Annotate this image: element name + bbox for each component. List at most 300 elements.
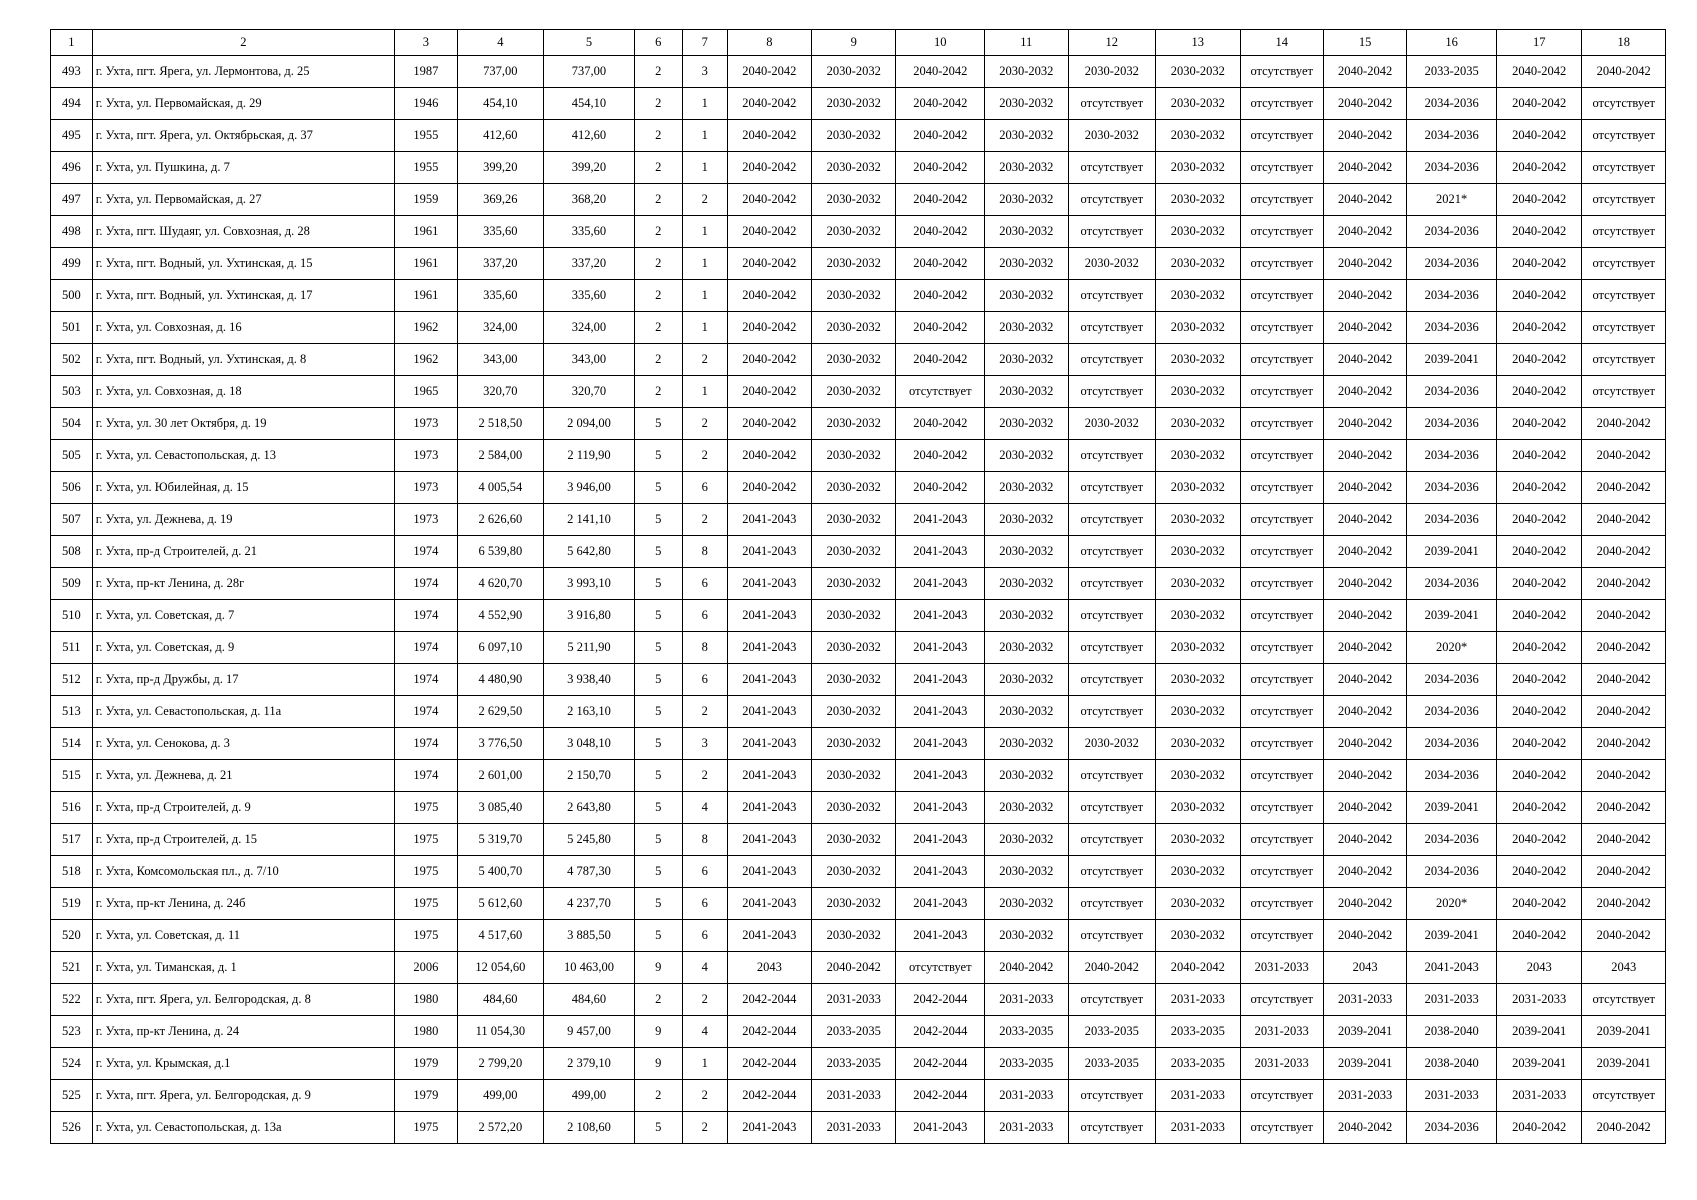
table-cell: 2040-2042 bbox=[1496, 88, 1581, 120]
table-cell: 2 bbox=[682, 1080, 727, 1112]
table-cell: 2030-2032 bbox=[985, 56, 1068, 88]
table-cell: 2041-2043 bbox=[727, 888, 811, 920]
table-cell: 2030-2032 bbox=[812, 696, 896, 728]
table-cell: 2030-2032 bbox=[985, 536, 1068, 568]
table-cell: отсутствует bbox=[1582, 216, 1666, 248]
table-cell: 2042-2044 bbox=[896, 984, 985, 1016]
table-cell: 2 bbox=[634, 248, 682, 280]
column-number-cell: 15 bbox=[1323, 30, 1406, 56]
table-cell: 2030-2032 bbox=[985, 696, 1068, 728]
table-cell: 2031-2033 bbox=[1407, 984, 1497, 1016]
table-cell: отсутствует bbox=[1068, 664, 1156, 696]
table-cell: отсутствует bbox=[1240, 1112, 1323, 1144]
row-number-cell: 522 bbox=[51, 984, 93, 1016]
table-cell: 1975 bbox=[395, 920, 458, 952]
table-cell: 2040-2042 bbox=[1582, 440, 1666, 472]
table-cell: 2040-2042 bbox=[1582, 856, 1666, 888]
table-cell: отсутствует bbox=[1068, 568, 1156, 600]
row-number-cell: 516 bbox=[51, 792, 93, 824]
table-cell: 2030-2032 bbox=[985, 760, 1068, 792]
table-cell: 2040-2042 bbox=[1582, 1112, 1666, 1144]
table-cell: 6 bbox=[682, 888, 727, 920]
table-row bbox=[51, 344, 1666, 376]
table-cell: 2040-2042 bbox=[896, 216, 985, 248]
address-cell: г. Ухта, ул. Юбилейная, д. 15 bbox=[92, 472, 394, 504]
table-cell: 2039-2041 bbox=[1323, 1016, 1406, 1048]
table-cell: 2030-2032 bbox=[1156, 344, 1240, 376]
table-cell: 2040-2042 bbox=[1582, 792, 1666, 824]
table-cell: 1987 bbox=[395, 56, 458, 88]
table-cell: 2040-2042 bbox=[1323, 152, 1406, 184]
table-cell: 2041-2043 bbox=[727, 856, 811, 888]
table-cell: 2040-2042 bbox=[1323, 856, 1406, 888]
address-cell: г. Ухта, пр-кт Ленина, д. 24 bbox=[92, 1016, 394, 1048]
table-cell: 2040-2042 bbox=[1496, 56, 1581, 88]
table-cell: 2040-2042 bbox=[727, 472, 811, 504]
table-cell: 320,70 bbox=[544, 376, 635, 408]
table-cell: 4 620,70 bbox=[457, 568, 544, 600]
table-cell: отсутствует bbox=[1068, 312, 1156, 344]
table-cell: отсутствует bbox=[1240, 792, 1323, 824]
address-cell: г. Ухта, пр-д Строителей, д. 9 bbox=[92, 792, 394, 824]
table-cell: 2040-2042 bbox=[1323, 920, 1406, 952]
table-cell: 1 bbox=[682, 312, 727, 344]
table-cell: 2030-2032 bbox=[985, 888, 1068, 920]
table-cell: 2040-2042 bbox=[1323, 760, 1406, 792]
table-cell: 2030-2032 bbox=[812, 472, 896, 504]
column-number-cell: 14 bbox=[1240, 30, 1323, 56]
table-cell: 2040-2042 bbox=[1323, 344, 1406, 376]
row-number-cell: 510 bbox=[51, 600, 93, 632]
table-cell: 2030-2032 bbox=[1156, 824, 1240, 856]
table-cell: отсутствует bbox=[1240, 184, 1323, 216]
row-number-cell: 501 bbox=[51, 312, 93, 344]
table-cell: 2040-2042 bbox=[727, 56, 811, 88]
table-cell: отсутствует bbox=[1068, 472, 1156, 504]
table-cell: 2040-2042 bbox=[1496, 664, 1581, 696]
table-cell: отсутствует bbox=[1240, 600, 1323, 632]
table-cell: 2039-2041 bbox=[1323, 1048, 1406, 1080]
row-number-cell: 498 bbox=[51, 216, 93, 248]
table-cell: 2040-2042 bbox=[1323, 56, 1406, 88]
table-cell: 2030-2032 bbox=[1156, 440, 1240, 472]
address-cell: г. Ухта, ул. Севастопольская, д. 13а bbox=[92, 1112, 394, 1144]
table-cell: 2030-2032 bbox=[812, 728, 896, 760]
table-cell: 2040-2042 bbox=[896, 120, 985, 152]
table-cell: 2040-2042 bbox=[1582, 728, 1666, 760]
table-cell: 2040-2042 bbox=[1496, 376, 1581, 408]
table-cell: 2030-2032 bbox=[812, 152, 896, 184]
table-cell: отсутствует bbox=[1582, 312, 1666, 344]
table-cell: отсутствует bbox=[1240, 536, 1323, 568]
table-cell: 2031-2033 bbox=[985, 1112, 1068, 1144]
column-number-cell: 8 bbox=[727, 30, 811, 56]
table-cell: 2040-2042 bbox=[896, 408, 985, 440]
table-cell: 2040-2042 bbox=[896, 312, 985, 344]
table-cell: 2030-2032 bbox=[1156, 88, 1240, 120]
address-cell: г. Ухта, пр-д Строителей, д. 21 bbox=[92, 536, 394, 568]
table-cell: 2040-2042 bbox=[727, 376, 811, 408]
table-cell: 1973 bbox=[395, 472, 458, 504]
table-cell: 8 bbox=[682, 632, 727, 664]
table-cell: 1974 bbox=[395, 568, 458, 600]
table-cell: отсутствует bbox=[1582, 152, 1666, 184]
table-cell: 2031-2033 bbox=[1496, 984, 1581, 1016]
table-cell: 2 bbox=[682, 696, 727, 728]
table-cell: 2043 bbox=[1582, 952, 1666, 984]
table-cell: 335,60 bbox=[544, 216, 635, 248]
table-cell: отсутствует bbox=[1240, 472, 1323, 504]
table-cell: 2030-2032 bbox=[985, 568, 1068, 600]
table-cell: 2041-2043 bbox=[896, 824, 985, 856]
table-cell: 5 bbox=[634, 504, 682, 536]
table-row bbox=[51, 536, 1666, 568]
table-cell: 5 bbox=[634, 888, 682, 920]
table-cell: 2040-2042 bbox=[896, 280, 985, 312]
table-cell: отсутствует bbox=[1240, 664, 1323, 696]
table-cell: 2031-2033 bbox=[1496, 1080, 1581, 1112]
table-cell: 2030-2032 bbox=[812, 568, 896, 600]
row-number-cell: 504 bbox=[51, 408, 93, 440]
row-number-cell: 506 bbox=[51, 472, 93, 504]
table-cell: 2040-2042 bbox=[727, 88, 811, 120]
table-cell: 1974 bbox=[395, 632, 458, 664]
table-cell: 499,00 bbox=[457, 1080, 544, 1112]
table-cell: 2040-2042 bbox=[1323, 280, 1406, 312]
table-cell: 2034-2036 bbox=[1407, 696, 1497, 728]
table-cell: 1 bbox=[682, 1048, 727, 1080]
row-number-cell: 508 bbox=[51, 536, 93, 568]
table-cell: 4 517,60 bbox=[457, 920, 544, 952]
address-cell: г. Ухта, пр-кт Ленина, д. 24б bbox=[92, 888, 394, 920]
table-cell: отсутствует bbox=[1582, 88, 1666, 120]
table-cell: 2040-2042 bbox=[1068, 952, 1156, 984]
table-cell: 5 bbox=[634, 536, 682, 568]
table-cell: 2031-2033 bbox=[1156, 1112, 1240, 1144]
table-cell: отсутствует bbox=[1068, 1080, 1156, 1112]
table-cell: 2 bbox=[682, 408, 727, 440]
table-cell: 2040-2042 bbox=[1323, 504, 1406, 536]
address-cell: г. Ухта, пгт. Водный, ул. Ухтинская, д. 17 bbox=[92, 280, 394, 312]
table-cell: 2031-2033 bbox=[812, 1112, 896, 1144]
table-cell: 2041-2043 bbox=[896, 920, 985, 952]
table-cell: 2041-2043 bbox=[727, 1112, 811, 1144]
table-cell: 2030-2032 bbox=[812, 88, 896, 120]
table-cell: 2030-2032 bbox=[1156, 312, 1240, 344]
table-cell: 2040-2042 bbox=[896, 472, 985, 504]
table-cell: 2 601,00 bbox=[457, 760, 544, 792]
document-page bbox=[50, 29, 1666, 1144]
table-cell: 2030-2032 bbox=[812, 536, 896, 568]
table-row bbox=[51, 472, 1666, 504]
table-cell: 2040-2042 bbox=[1323, 536, 1406, 568]
table-cell: 335,60 bbox=[457, 216, 544, 248]
address-cell: г. Ухта, пгт. Ярега, ул. Лермонтова, д. 25 bbox=[92, 56, 394, 88]
table-cell: 2040-2042 bbox=[896, 88, 985, 120]
table-cell: 1 bbox=[682, 120, 727, 152]
table-cell: 2031-2033 bbox=[812, 984, 896, 1016]
table-cell: 2 bbox=[634, 184, 682, 216]
table-cell: 2030-2032 bbox=[985, 664, 1068, 696]
table-cell: 6 bbox=[682, 472, 727, 504]
table-cell: 2034-2036 bbox=[1407, 88, 1497, 120]
row-number-cell: 520 bbox=[51, 920, 93, 952]
table-cell: 5 400,70 bbox=[457, 856, 544, 888]
address-cell: г. Ухта, пр-д Строителей, д. 15 bbox=[92, 824, 394, 856]
table-cell: отсутствует bbox=[1068, 600, 1156, 632]
table-cell: 2034-2036 bbox=[1407, 856, 1497, 888]
table-cell: 2040-2042 bbox=[1323, 312, 1406, 344]
table-cell: 2040-2042 bbox=[1156, 952, 1240, 984]
table-cell: 2030-2032 bbox=[985, 824, 1068, 856]
row-number-cell: 495 bbox=[51, 120, 93, 152]
table-cell: 2034-2036 bbox=[1407, 216, 1497, 248]
table-cell: 2040-2042 bbox=[1496, 344, 1581, 376]
table-cell: 2034-2036 bbox=[1407, 504, 1497, 536]
table-cell: 2040-2042 bbox=[1496, 280, 1581, 312]
table-cell: отсутствует bbox=[1240, 504, 1323, 536]
table-cell: 2 bbox=[634, 280, 682, 312]
row-number-cell: 523 bbox=[51, 1016, 93, 1048]
table-cell: 2040-2042 bbox=[1496, 472, 1581, 504]
table-cell: 9 bbox=[634, 1048, 682, 1080]
table-cell: 2040-2042 bbox=[1323, 88, 1406, 120]
table-cell: 1974 bbox=[395, 696, 458, 728]
address-cell: г. Ухта, ул. Первомайская, д. 27 bbox=[92, 184, 394, 216]
address-cell: г. Ухта, пгт. Ярега, ул. Белгородская, д. 8 bbox=[92, 984, 394, 1016]
table-cell: 335,60 bbox=[457, 280, 544, 312]
table-cell: 2043 bbox=[1496, 952, 1581, 984]
table-cell: 2041-2043 bbox=[896, 568, 985, 600]
table-cell: 2 799,20 bbox=[457, 1048, 544, 1080]
table-cell: отсутствует bbox=[1240, 88, 1323, 120]
table-cell: 5 bbox=[634, 600, 682, 632]
table-cell: 2033-2035 bbox=[1407, 56, 1497, 88]
table-cell: 2030-2032 bbox=[812, 184, 896, 216]
table-cell: отсутствует bbox=[1240, 696, 1323, 728]
table-cell: 2020* bbox=[1407, 632, 1497, 664]
row-number-cell: 503 bbox=[51, 376, 93, 408]
table-cell: отсутствует bbox=[1068, 376, 1156, 408]
column-number-cell: 13 bbox=[1156, 30, 1240, 56]
table-cell: 2 bbox=[634, 312, 682, 344]
table-cell: 2041-2043 bbox=[896, 632, 985, 664]
table-cell: 1962 bbox=[395, 344, 458, 376]
table-cell: 2040-2042 bbox=[1496, 152, 1581, 184]
table-cell: 1975 bbox=[395, 856, 458, 888]
table-row bbox=[51, 632, 1666, 664]
address-cell: г. Ухта, ул. Советская, д. 9 bbox=[92, 632, 394, 664]
table-cell: отсутствует bbox=[1068, 152, 1156, 184]
table-cell: 11 054,30 bbox=[457, 1016, 544, 1048]
table-cell: 1955 bbox=[395, 120, 458, 152]
table-cell: 2040-2042 bbox=[1496, 856, 1581, 888]
table-cell: 5 bbox=[634, 632, 682, 664]
table-cell: 3 885,50 bbox=[544, 920, 635, 952]
table-cell: 2040-2042 bbox=[1323, 120, 1406, 152]
table-cell: 399,20 bbox=[457, 152, 544, 184]
table-cell: 4 552,90 bbox=[457, 600, 544, 632]
table-cell: 2030-2032 bbox=[985, 216, 1068, 248]
table-cell: отсутствует bbox=[896, 376, 985, 408]
table-cell: 1975 bbox=[395, 888, 458, 920]
table-row bbox=[51, 120, 1666, 152]
table-cell: 2039-2041 bbox=[1582, 1048, 1666, 1080]
table-cell: отсутствует bbox=[1068, 920, 1156, 952]
table-cell: 2030-2032 bbox=[1156, 152, 1240, 184]
table-cell: 2040-2042 bbox=[1582, 760, 1666, 792]
table-cell: 2030-2032 bbox=[812, 248, 896, 280]
table-cell: 8 bbox=[682, 536, 727, 568]
table-cell: 2021* bbox=[1407, 184, 1497, 216]
table-cell: 2040-2042 bbox=[1582, 472, 1666, 504]
table-cell: 2030-2032 bbox=[1156, 632, 1240, 664]
table-cell: 2041-2043 bbox=[896, 600, 985, 632]
table-cell: 2040-2042 bbox=[1496, 440, 1581, 472]
table-cell: 2040-2042 bbox=[1582, 632, 1666, 664]
table-cell: 2034-2036 bbox=[1407, 728, 1497, 760]
address-cell: г. Ухта, ул. 30 лет Октября, д. 19 bbox=[92, 408, 394, 440]
table-cell: 1973 bbox=[395, 408, 458, 440]
table-cell: 2030-2032 bbox=[1156, 760, 1240, 792]
table-cell: 2040-2042 bbox=[1496, 824, 1581, 856]
table-cell: 484,60 bbox=[544, 984, 635, 1016]
column-number-cell: 2 bbox=[92, 30, 394, 56]
row-number-cell: 514 bbox=[51, 728, 93, 760]
table-cell: 2040-2042 bbox=[1496, 632, 1581, 664]
table-cell: 2040-2042 bbox=[1323, 440, 1406, 472]
table-cell: 1946 bbox=[395, 88, 458, 120]
table-cell: 412,60 bbox=[457, 120, 544, 152]
table-cell: отсутствует bbox=[1240, 440, 1323, 472]
table-cell: отсутствует bbox=[1582, 280, 1666, 312]
table-cell: 3 993,10 bbox=[544, 568, 635, 600]
table-cell: 5 245,80 bbox=[544, 824, 635, 856]
table-cell: 2030-2032 bbox=[812, 920, 896, 952]
address-cell: г. Ухта, пр-кт Ленина, д. 28г bbox=[92, 568, 394, 600]
table-cell: 2039-2041 bbox=[1582, 1016, 1666, 1048]
table-cell: отсутствует bbox=[1240, 56, 1323, 88]
table-cell: 2041-2043 bbox=[727, 760, 811, 792]
table-cell: 2039-2041 bbox=[1496, 1048, 1581, 1080]
table-cell: 4 005,54 bbox=[457, 472, 544, 504]
table-cell: 5 bbox=[634, 568, 682, 600]
table-row bbox=[51, 1112, 1666, 1144]
table-cell: 2040-2042 bbox=[727, 280, 811, 312]
table-cell: 2030-2032 bbox=[812, 504, 896, 536]
table-cell: 2030-2032 bbox=[985, 280, 1068, 312]
table-cell: 369,26 bbox=[457, 184, 544, 216]
table-cell: 2034-2036 bbox=[1407, 760, 1497, 792]
table-cell: 2040-2042 bbox=[1582, 664, 1666, 696]
table-cell: отсутствует bbox=[1240, 632, 1323, 664]
table-cell: 2040-2042 bbox=[727, 312, 811, 344]
table-cell: 12 054,60 bbox=[457, 952, 544, 984]
table-cell: 2040-2042 bbox=[1323, 472, 1406, 504]
table-cell: 2040-2042 bbox=[896, 56, 985, 88]
table-cell: 5 bbox=[634, 440, 682, 472]
address-cell: г. Ухта, пр-д Дружбы, д. 17 bbox=[92, 664, 394, 696]
address-cell: г. Ухта, ул. Сенокова, д. 3 bbox=[92, 728, 394, 760]
table-cell: 2030-2032 bbox=[1156, 664, 1240, 696]
table-row bbox=[51, 248, 1666, 280]
address-cell: г. Ухта, ул. Дежнева, д. 19 bbox=[92, 504, 394, 536]
column-number-cell: 5 bbox=[544, 30, 635, 56]
table-cell: 2038-2040 bbox=[1407, 1048, 1497, 1080]
address-cell: г. Ухта, ул. Севастопольская, д. 11а bbox=[92, 696, 394, 728]
table-cell: 2030-2032 bbox=[812, 632, 896, 664]
table-cell: 2040-2042 bbox=[1323, 632, 1406, 664]
table-cell: 2031-2033 bbox=[812, 1080, 896, 1112]
table-cell: 2 094,00 bbox=[544, 408, 635, 440]
table-cell: 2040-2042 bbox=[1323, 568, 1406, 600]
table-cell: 5 bbox=[634, 920, 682, 952]
table-cell: 3 938,40 bbox=[544, 664, 635, 696]
table-cell: 2040-2042 bbox=[812, 952, 896, 984]
table-cell: 2030-2032 bbox=[985, 248, 1068, 280]
table-cell: 2 bbox=[634, 344, 682, 376]
column-number-cell: 7 bbox=[682, 30, 727, 56]
column-number-cell: 12 bbox=[1068, 30, 1156, 56]
table-cell: отсутствует bbox=[1068, 504, 1156, 536]
table-cell: 1961 bbox=[395, 216, 458, 248]
table-row bbox=[51, 152, 1666, 184]
column-number-cell: 11 bbox=[985, 30, 1068, 56]
table-cell: 5 319,70 bbox=[457, 824, 544, 856]
table-cell: 8 bbox=[682, 824, 727, 856]
table-cell: отсутствует bbox=[1068, 888, 1156, 920]
table-cell: 2 629,50 bbox=[457, 696, 544, 728]
table-cell: 9 457,00 bbox=[544, 1016, 635, 1048]
table-cell: 324,00 bbox=[544, 312, 635, 344]
column-number-cell: 16 bbox=[1407, 30, 1497, 56]
table-cell: 484,60 bbox=[457, 984, 544, 1016]
table-cell: 2034-2036 bbox=[1407, 248, 1497, 280]
table-row bbox=[51, 856, 1666, 888]
table-cell: 2034-2036 bbox=[1407, 280, 1497, 312]
table-cell: 1973 bbox=[395, 440, 458, 472]
table-cell: 2040-2042 bbox=[1496, 600, 1581, 632]
table-cell: 2 150,70 bbox=[544, 760, 635, 792]
table-cell: 5 bbox=[634, 824, 682, 856]
table-cell: 1 bbox=[682, 88, 727, 120]
table-cell: 2041-2043 bbox=[1407, 952, 1497, 984]
row-number-cell: 515 bbox=[51, 760, 93, 792]
table-cell: 1955 bbox=[395, 152, 458, 184]
table-cell: 2040-2042 bbox=[1496, 504, 1581, 536]
table-cell: 2040-2042 bbox=[1323, 888, 1406, 920]
table-cell: 2040-2042 bbox=[1582, 888, 1666, 920]
table-cell: 2040-2042 bbox=[1323, 600, 1406, 632]
table-cell: 6 bbox=[682, 856, 727, 888]
table-cell: 2030-2032 bbox=[985, 344, 1068, 376]
table-cell: 2 572,20 bbox=[457, 1112, 544, 1144]
table-cell: 454,10 bbox=[457, 88, 544, 120]
table-cell: 2040-2042 bbox=[727, 152, 811, 184]
table-cell: 6 bbox=[682, 920, 727, 952]
column-number-cell: 1 bbox=[51, 30, 93, 56]
table-cell: 2030-2032 bbox=[1156, 568, 1240, 600]
table-cell: 2030-2032 bbox=[1156, 728, 1240, 760]
table-cell: 2 bbox=[634, 1080, 682, 1112]
table-cell: 4 480,90 bbox=[457, 664, 544, 696]
table-cell: 3 048,10 bbox=[544, 728, 635, 760]
table-cell: 2030-2032 bbox=[985, 184, 1068, 216]
table-cell: 1975 bbox=[395, 1112, 458, 1144]
table-cell: 2041-2043 bbox=[727, 600, 811, 632]
row-number-cell: 511 bbox=[51, 632, 93, 664]
row-number-cell: 496 bbox=[51, 152, 93, 184]
